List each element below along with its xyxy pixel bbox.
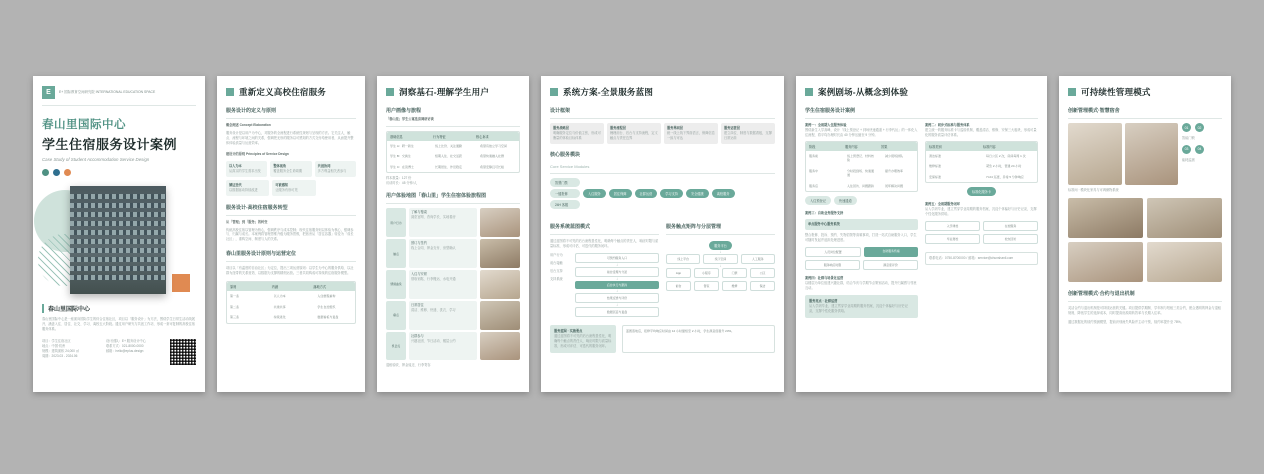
principles-grid-2: 循证迭代 以数据驱动持续改进 可被感知 让服务有形可见 (226, 180, 356, 196)
case-1-body: 围绕新生入学高峰，设计「线上预登记 + 到场快速通道 + 行李代运」的一体化入住流程，将平均办理时长由 40 分钟压缩至 9 分钟。 (805, 127, 918, 137)
cover-title-secondary: 学生住宿服务设计案例 (42, 137, 178, 152)
modules-subtitle: Core Service Modules (550, 163, 590, 169)
matrix-leaf: 公区 (750, 268, 775, 278)
contact-block: 联系电话：0750-8700000 / 邮箱：service@chunshanli.com (925, 252, 1038, 265)
section-1-title: 服务设计的定义与原则 (226, 108, 277, 114)
footer-body: 春山里国际中心是一座面向国际学生的综合住宿社区，项目以「服务设计」为方法，围绕学生日常生活动线展开，涵盖入住、居住、社交、学习、离校五大阶段。通过用户研究与共创工作坊，形成一套可复制的高校住宿服务体系。 (42, 317, 195, 331)
case-tag-0[interactable]: 入住预登记 (805, 196, 831, 205)
service-node: 服务响应时限 (805, 260, 860, 270)
matrix-title: 服务触点矩阵与分层管理 (666, 223, 722, 230)
accent-dots (42, 169, 196, 176)
module-chip-2[interactable]: 社群运营 (635, 189, 658, 198)
logo-text: E+ 国际教育空间研究院 INTERNATIONAL EDUCATION SPACE (59, 90, 156, 95)
matrix-level-3b (666, 281, 775, 291)
module-chip-4[interactable]: 安全健康 (686, 189, 709, 198)
spec-line-1: 项目：学生住宿社区 (42, 338, 71, 343)
case-3-body: 整合报修、投诉、预约、失物招领等高频事项，打造一站式自助服务入口，学生可随时发起并追踪处理进度。 (805, 233, 917, 243)
principles-title: 建设计的原则 Principles of Service Design (226, 151, 289, 156)
spec-line-4: 周期：2023.03 - 2024.06 (42, 353, 78, 358)
module-chip-0[interactable]: 入住服务 (583, 189, 606, 198)
matrix-leaf: 维修 (722, 281, 747, 291)
photo-row-3 (1068, 242, 1222, 282)
modules-title: 核心服务模块 (550, 151, 581, 158)
service-node: 人员岗位配置 (805, 247, 861, 257)
persona-table (386, 131, 520, 174)
framework-cards: 服务战略层 明确服务定位与价值主张，形成可衡量的体验目标体系 服务流程层 梳理前台、后台与支持流程，定义触点与责任边界 服务界面层 统一线上线下界面语言，保障信息一致与可达 服务运营层 建立岗位、制度与数据看板，支撑日常运转 (550, 123, 775, 144)
page-title: 重新定义高校住宿服务 (226, 86, 356, 98)
section-3-body: 传统高校住宿以管理为核心，强调秩序与成本控制；现代住宿服务则以体验为核心，强调参与、归属与成长。本案例将管理思维升级为服务思维，把宿舍从「居住容器」转变为「成长社区」，重构空间、制度与人的关系。 (226, 227, 354, 242)
section-3-title: 服务设计-高校住宿服务转型 (226, 204, 288, 211)
loop-node: 入学建档 (925, 221, 980, 231)
table-row: 学生 B：交换生 短期入住、社交活跃 希望快速融入社群 (390, 154, 505, 159)
badge-01: 01 (1182, 123, 1191, 132)
case-2-body: 建立统一的服务标准卡与巡检机制，覆盖清洁、维修、安保三大板块，形成可量化的服务质量评估体系。 (925, 127, 1037, 137)
cover-title-english: Case Study of Student Accommodation Service Design (42, 157, 150, 162)
matrix-leaf: App (666, 268, 691, 278)
photo-caption: 标准间 · 模块化家具与可调储物系统 (1068, 188, 1119, 192)
table-row: 服务后 入住回访、问题跟踪 闭环解决问题 (809, 183, 904, 188)
section-1-body: 服务设计是以用户为中心，对服务的全流程进行系统性规划与呈现的方法。它关注人、触点、流程与环境之间的关系，强调把无形的服务以可感知的方式交付给使用者，从而提升整体体验质量与运营效率。 (226, 130, 354, 145)
flow-node: 数据沉淀与复盘 (575, 307, 659, 317)
title-marker-icon (226, 88, 234, 96)
journey-lane-4: 机会点 (386, 332, 406, 361)
table-row: 第三条 持续进化 数据看板与复盘 (230, 315, 339, 320)
flow-node-highlight: 后台执行与跟踪 (575, 281, 659, 289)
spec-line-3: 规模：建筑面积 24,000 ㎡ (42, 348, 80, 353)
flow-node: 结果反馈与评价 (575, 293, 659, 303)
table-row: 第一条 以人为本 入住旅程重构 (230, 294, 336, 299)
principles-table (226, 281, 356, 324)
module-chip-1[interactable]: 居住保障 (609, 189, 632, 198)
matrix-node: 人工服务 (741, 254, 775, 264)
blueprint-layer-0: 用户行为 (550, 252, 563, 257)
case-4-body: 以楼层为单位组建兴趣社群，结合节庆与学期节点策划活动，提升归属感与邻里互动。 (805, 281, 917, 291)
section-2-body: 灵活合约与退出机制是可持续运营的关键。项目提供学期制、学年制与短租三类合约，配合透明的押金与退租规则，降低学生的选择成本，同时提高房源周转效率与长期入住率。 (1068, 305, 1221, 315)
case-tag-1[interactable]: 快速通道 (834, 196, 857, 205)
page-title: 洞察基石-理解学生用户 (386, 86, 520, 98)
standard-chip[interactable]: 标准化服务卡 (967, 187, 996, 196)
loop-node: 校友回访 (983, 234, 1038, 244)
table-head-2: 落地方式 (313, 285, 327, 290)
persona-head-0: 基础信息 (390, 134, 403, 139)
loop-node: 在校服务 (983, 221, 1038, 231)
module-chip-left-1[interactable]: 一键报修 (550, 189, 580, 198)
section-1-title: 创新管理模式·智慧宿舍 (1068, 108, 1120, 114)
cover-illustration (42, 182, 196, 300)
module-chip-left-2[interactable]: 24H 客服 (550, 200, 580, 209)
spec-line-2: 地点：中国·杭州 (42, 343, 66, 348)
section-main-title: 学生住宿服务设计案例 (805, 108, 856, 114)
table-row: 学生 A：研一新生 线上比价、关注通勤 希望有独立学习空间 (390, 143, 508, 148)
page-sustainable-management[interactable] (1059, 76, 1231, 392)
title-marker-icon (550, 88, 558, 96)
page-cover[interactable] (33, 76, 205, 392)
case-1-table: 阶段 服务内容 效果 服务前 线上预登记、材料核验 减少现场排队 服务中 分时段到场、快速通道 提升办理效率 服务后 入住回访、问题跟踪 闭环解决问题 (805, 141, 918, 193)
persona-head-1: 行为特征 (433, 134, 446, 139)
section-4-body: 项目以「有温度的自治社区」为定位，提出三项运营原则：以学生为中心的服务供给、以社群为纽带的关系营造、以数据为支撑的精细运营。三者共同构成可持续的住宿服务模型。 (226, 266, 354, 276)
badge-02: 02 (1195, 123, 1204, 132)
case-3-title: 案例三：自助业务服务支持 (805, 211, 844, 216)
page-user-insight[interactable] (377, 76, 529, 392)
page-title: 案例剧场-从概念到体验 (805, 86, 1038, 98)
module-chip-5[interactable]: 离校服务 (712, 189, 735, 198)
case-5-title: 案例五：全周期服务闭环 (925, 202, 961, 207)
section-2-body-2: 通过数据化的续约预测模型，提前识别流失风险并主动干预，续约率提升至 78%。 (1068, 319, 1184, 324)
table-row: 服务中 分时段到场、快速通道 提升办理效率 (809, 168, 904, 178)
section-1-title: 用户画像与旅程 (386, 108, 422, 114)
matrix-leaf: 门禁 (722, 268, 747, 278)
blueprint-diagram: 用户行为 前台接触 后台支持 支持系统 可预约服务入口 ↓ 前台受理与分派 ↓ 后台执行与跟踪 ↓ 结果反馈与评价 ↓ 数据沉淀与复盘 (550, 253, 659, 317)
service-node-highlight: 自助服务终端 (864, 247, 918, 257)
table-row: 清洁标准 每日公区 2 次，房间每周 1 次 (929, 153, 1026, 158)
photo-row-2 (1068, 198, 1222, 238)
table-head-1: 内涵 (271, 285, 279, 290)
matrix-node: 线下空间 (703, 254, 737, 264)
table-row: 第二条 共建共享 学生自治组织 (230, 304, 336, 309)
title-marker-icon (805, 88, 813, 96)
highlight-card: 服务亮点 · 社群运营 从入学到毕业，建立贯穿学业周期的服务档案，沉淀个体偏好与历史记录，支撑个性化服务供给。 (805, 295, 918, 318)
cover-title-primary: 春山里国际中心 (42, 119, 126, 131)
section-3-subtitle: 从「管理」到「服务」的转变 (226, 219, 268, 224)
building-illustration (70, 186, 166, 294)
table-row: 维修标准 紧急 2 小时，普通 24 小时 (929, 164, 1022, 169)
blueprint-layer-2: 后台支持 (550, 268, 563, 273)
blueprint-layer-3: 支持系统 (550, 276, 563, 281)
badge-label-2: 能耗监测 (1182, 157, 1195, 162)
contact-line-2: 联系方式：021-8000-0000 (106, 343, 144, 348)
journey-lane-1: 触点 (386, 239, 406, 268)
page-title: 可持续性管理模式 (1068, 86, 1222, 98)
case-4-title: 案例四：社群与场景化运营 (805, 276, 844, 281)
case-1-title: 案例一：全周期入住服务体验 (805, 123, 847, 127)
table-head-0: 原则 (230, 285, 237, 290)
matrix-node: 线上平台 (666, 254, 700, 264)
service-node: 满意度评价 (863, 260, 918, 270)
brand-logo (42, 86, 196, 106)
journey-lane-2: 情绪曲线 (386, 270, 406, 299)
matrix-root: 服务平台 (709, 241, 732, 250)
footer-title: 春山里国际中心 (42, 304, 196, 313)
table-row: 学生 C：在读博士 长期居住、作息稳定 希望安静且可长租 (390, 164, 505, 169)
note-detail: 蓝图落地后，报修平均响应时间由 12 小时缩短至 2 小时，学生满意度提升 23%。 (622, 325, 775, 353)
section-1-subtitle: 「春山里」学生公寓选房调研访谈 (386, 117, 434, 121)
blueprint-title: 服务系统蓝图模式 (550, 223, 591, 230)
modules-row (550, 178, 775, 209)
page-title: 系统方案-全景服务蓝图 (550, 86, 775, 98)
matrix-leaf: 保洁 (750, 281, 775, 291)
principles-grid: 以人为本 从真实的学生需求出发 整体视角 覆盖服务全生命周期 共创协同 多方利益相关者参与 (226, 161, 356, 177)
interview-duration: 访谈时长：45 分钟/人 (386, 181, 417, 186)
journey-lane-0: 用户行为 (386, 208, 406, 237)
blueprint-note: 通过蓝图将不可见的后台流程显性化，明确每个触点的责任人、响应时限与质量标准，形成可评估、可迭代的服务闭环。 (550, 238, 659, 248)
module-chip-left-0[interactable]: 智慧门禁 (550, 178, 580, 187)
matrix-leaf: 小程序 (694, 268, 719, 278)
matrix-leaf: 管家 (694, 281, 719, 291)
blueprint-layer-1: 前台接触 (550, 260, 563, 265)
title-marker-icon (1068, 88, 1076, 96)
persona-head-2: 核心诉求 (476, 134, 489, 139)
page-redefine-service[interactable] (217, 76, 365, 392)
badge-03: 03 (1182, 145, 1191, 154)
smart-room-gallery (1068, 123, 1222, 185)
case-3-chip: 单点服务中心服务系统 (805, 219, 918, 230)
section-2-title: 创新管理模式·合约与退出机制 (1068, 290, 1135, 297)
journey-last-phase: 退租验收、押金返还、行李寄存 (386, 363, 431, 368)
badge-label-0: 智能门锁 (1182, 136, 1195, 140)
framework-title: 设计框架 (550, 108, 571, 114)
flow-node: 前台受理与分派 (575, 267, 659, 277)
journey-lane-3: 痛点 (386, 301, 406, 330)
page-system-blueprint[interactable]: 系统方案-全景服务蓝图 设计框架 服务战略层 明确服务定位与价值主张，形成可衡量的体验目标体系 服务流程层 梳理前台、后台与支持流程，定义触点与责任边界 服务界面层 统一线上线下界面语言，保障信息一致与可达 服务运营层 建立岗位、制度与数据看板，支撑日常运转 核心服务模块 Core Service Modules 智慧门禁 一键报修 24H 客服 入住服务 居住保障 社群运营 学习支持 安全健康 离校服务 服务系统蓝图模式 通过蓝图将不可见的后台流程显性化，明确每个触点的责任人、响应时限与质量标准，形成可评估、可迭代的服务闭环。 用户行为 前台接触 后台支持 支持系统 可预约服务入口 ↓ 前台受理与分派 ↓ 后台执行与跟踪 ↓ 结果反馈与评价 ↓ 数据沉淀与复盘 服务触点矩阵与分层管理 服务平台 ↓ 线上平台 线下空间 人工服务 ↓ App 小程序 门禁 公区 前台 管家 维修 保洁 服务蓝图 · 实施要点 通过蓝图将不可见的后台流程显性化，明确每个触点的责任人、响应时限与质量标准，形成可评估、可迭代的服务闭环。 蓝图落地后，报修平均响应时间由 12 小时缩短至 2 小时，学生满意度提升 23%。 (541, 76, 784, 392)
logo-mark: E (42, 86, 55, 99)
case-2-title: 案例二：同步式标准与服务体系 (925, 123, 970, 127)
flow-node: 可预约服务入口 (575, 253, 659, 263)
sample-size: 样本数量：127 份 (386, 176, 412, 181)
contact-line-3: 邮箱：hello@eplus.design (106, 348, 144, 353)
badge-04: 04 (1195, 145, 1204, 154)
table-row: 服务前 线上预登记、材料核验 减少现场排队 (809, 153, 904, 163)
page-case-theater[interactable] (796, 76, 1047, 392)
journey-map: 用户行为 触点 情绪曲线 痛点 机会点 了解与搜索 浏览官网、咨询学长、实地看房 预订与签约 线上合同、押金支付、房型确认 入住与安顿 领取钥匙、行李搬运、水电开通 日常居住 清洁、维修、快递、洗衣、学习 社群参与 兴趣社团、节日活动、楼层公约 (386, 208, 520, 360)
qr-code[interactable] (170, 339, 196, 365)
title-marker-icon (386, 88, 394, 96)
section-1-subtitle: 概念阐述 Concept Elaboration (226, 123, 271, 127)
journey-title: 用户体验地图「春山里」学生住宿体验旅程图 (386, 193, 487, 200)
matrix-leaf: 前台 (666, 281, 691, 291)
case-2-table: 标准类别 标准内容 清洁标准 每日公区 2 次，房间每周 1 次 维修标准 紧急 2 小时，普通 24 小时 安保标准 7×24 巡更，异常 5 分钟响应 (925, 141, 1038, 184)
section-4-title: 春山里服务设计原则与运营定位 (226, 251, 297, 258)
table-row: 安保标准 7×24 巡更，异常 5 分钟响应 (929, 174, 1024, 179)
note-card: 服务蓝图 · 实施要点 通过蓝图将不可见的后台流程显性化，明确每个触点的责任人、响应时限与质量标准，形成可评估、可迭代的服务闭环。 (550, 325, 616, 353)
contact-line-1: 设计团队：E+ 服务设计中心 (106, 338, 146, 343)
case-5-body: 从入学到毕业，建立贯穿学业周期的服务档案，沉淀个体偏好与历史记录，支撑个性化服务供给。 (925, 207, 1037, 217)
matrix-level-3 (666, 268, 775, 278)
loop-node: 毕业离校 (925, 234, 980, 244)
module-chip-3[interactable]: 学习支持 (660, 189, 683, 198)
